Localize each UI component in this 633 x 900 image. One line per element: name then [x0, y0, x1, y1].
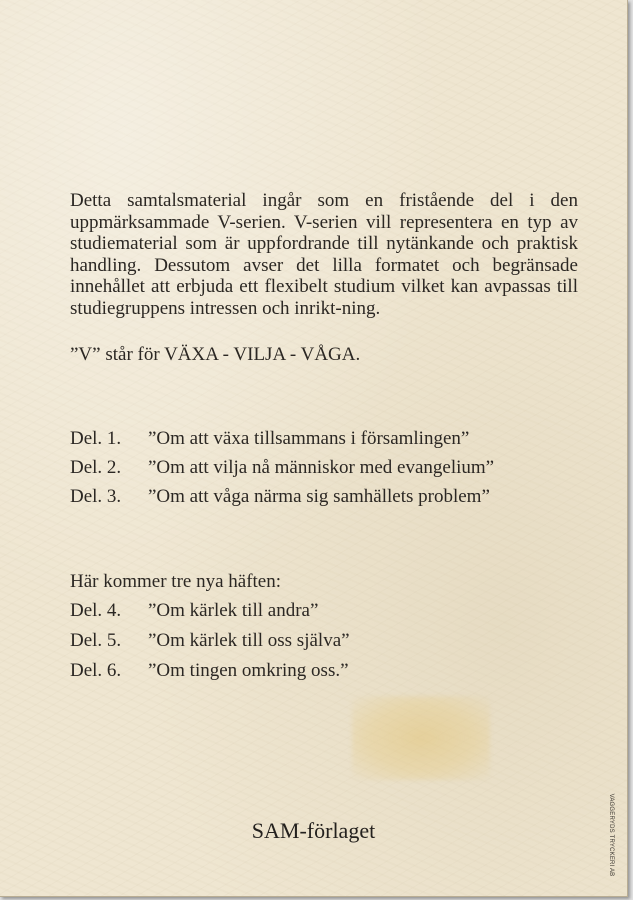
part-title: ”Om att växa tillsammans i församlingen”	[148, 428, 470, 449]
list-item	[70, 660, 349, 682]
paper-stain	[352, 696, 490, 780]
part-number: Del. 2.	[70, 457, 122, 478]
part-title: ”Om att vilja nå människor med evangelium”	[148, 457, 495, 478]
series-tagline: ”V” står för VÄXA - VILJA - VÅGA.	[70, 344, 361, 365]
publisher-name: SAM-förlaget	[251, 818, 376, 843]
new-booklets-heading: Här kommer tre nya häften:	[70, 571, 282, 592]
list-item	[70, 600, 318, 622]
part-number: Del. 1.	[70, 428, 122, 449]
list-item	[70, 428, 469, 450]
part-title: ”Om tingen omkring oss.”	[148, 660, 349, 681]
list-item	[70, 630, 350, 652]
intro-paragraph: Detta samtalsmaterial ingår som en fristående del i den uppmärksammade V-serien. V-serien vill representera en typ av studiematerial som är uppfordrande till nytänkande och praktisk handling. Dessutom avser det lilla formatet och begränsade innehållet att erbjuda ett flexibelt studium vilket kan avpassas till studiegruppens intressen och inrikt-ning.	[70, 190, 578, 319]
part-number: Del. 5.	[70, 630, 122, 651]
printer-imprint	[604, 790, 618, 880]
printer-imprint-text: VAGGERYDS TRYCKERI AB	[608, 793, 614, 877]
part-number: Del. 3.	[70, 486, 122, 507]
part-number: Del. 4.	[70, 600, 122, 621]
part-title: ”Om att våga närma sig samhällets problem”	[148, 486, 490, 507]
list-item	[70, 486, 490, 508]
list-item	[70, 457, 494, 479]
part-title: ”Om kärlek till oss själva”	[148, 630, 350, 651]
part-number: Del. 6.	[70, 660, 122, 681]
part-title: ”Om kärlek till andra”	[148, 600, 319, 621]
